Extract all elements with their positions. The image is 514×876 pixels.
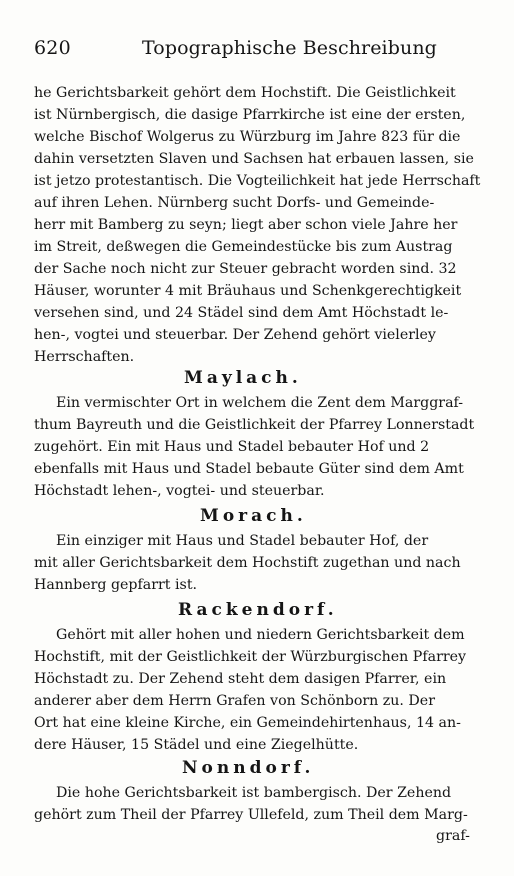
text-line: thum Bayreuth und die Geistlichkeit der Pfarrey Lonnerstadt bbox=[34, 417, 475, 433]
text-line: Herrschaften. bbox=[34, 349, 135, 365]
text-line: ist Nürnbergisch, die dasige Pfarrkirche ist eine der ersten, bbox=[34, 107, 466, 123]
running-title: Topographische Beschreibung bbox=[142, 37, 437, 59]
text-line: dere Häuser, 15 Städel und eine Ziegelhütte. bbox=[34, 737, 359, 753]
text-line: Höchstadt zu. Der Zehend steht dem dasigen Pfarrer, ein bbox=[34, 671, 447, 687]
text-line: herr mit Bamberg zu seyn; liegt aber schon viele Jahre her bbox=[34, 217, 458, 233]
section-heading-rackendorf: Rackendorf. bbox=[178, 600, 338, 620]
text-line: ist jetzo protestantisch. Die Vogteilichkeit hat jede Herrschaft bbox=[34, 173, 481, 189]
text-line: zugehört. Ein mit Haus und Stadel bebauter Hof und 2 bbox=[34, 439, 430, 455]
page-number: 620 bbox=[34, 37, 71, 59]
text-line: der Sache noch nicht zur Steuer gebracht worden sind. 32 bbox=[34, 261, 457, 277]
text-line: Ort hat eine kleine Kirche, ein Gemeindehirtenhaus, 14 an- bbox=[34, 715, 461, 731]
text-line: gehört zum Theil der Pfarrey Ullefeld, zum Theil dem Marg- bbox=[34, 807, 468, 823]
text-line: ebenfalls mit Haus und Stadel bebaute Güter sind dem Amt bbox=[34, 461, 464, 477]
text-line: Häuser, worunter 4 mit Bräuhaus und Schenkgerechtigkeit bbox=[34, 283, 462, 299]
text-line: Die hohe Gerichtsbarkeit ist bambergisch. Der Zehend bbox=[56, 785, 452, 801]
text-line: auf ihren Lehen. Nürnberg sucht Dorfs- und Gemeinde- bbox=[34, 195, 435, 211]
text-line: Ein vermischter Ort in welchem die Zent dem Marggraf- bbox=[56, 395, 464, 411]
text-line: Höchstadt lehen-, vogtei- und steuerbar. bbox=[34, 483, 325, 499]
section-heading-morach: Morach. bbox=[200, 506, 307, 526]
text-line: Hannberg gepfarrt ist. bbox=[34, 577, 198, 593]
text-line: im Streit, deßwegen die Gemeindestücke bis zum Austrag bbox=[34, 239, 453, 255]
page-header bbox=[28, 37, 488, 63]
text-line: dahin versetzten Slaven und Sachsen hat erbauen lassen, sie bbox=[34, 151, 474, 167]
text-line: Gehört mit aller hohen und niedern Gerichtsbarkeit dem bbox=[56, 627, 465, 643]
text-line: versehen sind, und 24 Städel sind dem Amt Höchstadt le- bbox=[34, 305, 449, 321]
section-heading-nonndorf: Nonndorf. bbox=[182, 758, 315, 778]
text-line: anderer aber dem Herrn Grafen von Schönborn zu. Der bbox=[34, 693, 435, 709]
section-heading-maylach: Maylach. bbox=[184, 368, 302, 388]
text-line: hen-, vogtei und steuerbar. Der Zehend gehört vielerley bbox=[34, 327, 436, 343]
text-line: he Gerichtsbarkeit gehört dem Hochstift. Die Geistlichkeit bbox=[34, 85, 456, 101]
catchword: graf- bbox=[436, 828, 470, 844]
text-line: Hochstift, mit der Geistlichkeit der Würzburgischen Pfarrey bbox=[34, 649, 467, 665]
text-line: Ein einziger mit Haus und Stadel bebauter Hof, der bbox=[56, 533, 429, 549]
text-line: welche Bischof Wolgerus zu Würzburg im Jahre 823 für die bbox=[34, 129, 461, 145]
text-line: mit aller Gerichtsbarkeit dem Hochstift zugethan und nach bbox=[34, 555, 461, 571]
